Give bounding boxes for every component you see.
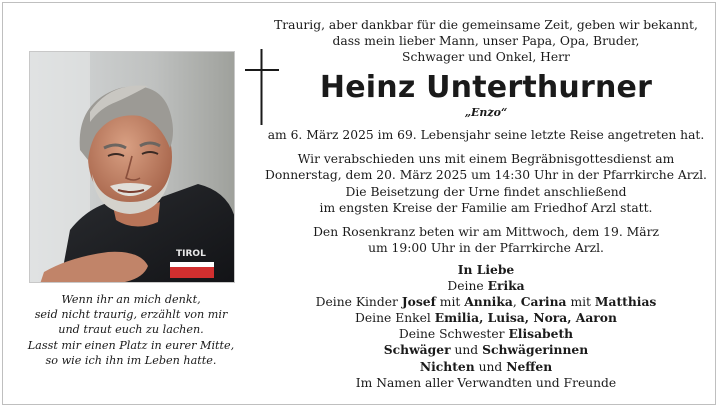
service-line: Wir verabschieden uns mit einem Begräbnisgottesdienst am xyxy=(297,152,675,167)
service-line: Die Beisetzung der Urne findet anschließend xyxy=(345,184,627,199)
quote-line: Wenn ihr an mich denkt, xyxy=(61,293,201,306)
quote-line: seid nicht traurig, erzählt von mir xyxy=(34,308,228,322)
portrait-photo xyxy=(29,51,235,283)
intro-line: Traurig, aber dankbar für die gemeinsame Zeit, geben wir bekannt, xyxy=(274,18,698,32)
family-nieces-nephews: Nichten und Neffen xyxy=(419,358,553,374)
memorial-quote xyxy=(23,292,239,368)
service-line: Donnerstag, dem 20. März 2025 um 14:30 Uhr in der Pfarrkirche Arzl. xyxy=(265,168,707,183)
intro-line: dass mein lieber Mann, unser Papa, Opa, Bruder, xyxy=(332,34,640,49)
obituary-card xyxy=(2,2,716,405)
death-line: am 6. März 2025 im 69. Lebensjahr seine letzte Reise angetreten hat. xyxy=(267,128,705,143)
family-heading: In Liebe xyxy=(457,261,515,277)
family-wife: Deine Erika xyxy=(447,278,525,294)
service-line: im engsten Kreise der Familie am Friedhof Arzl statt. xyxy=(319,200,653,215)
family-inlaws: Schwäger und Schwägerinnen xyxy=(383,342,589,358)
rosary-line: Den Rosenkranz beten wir am Mittwoch, dem 19. März xyxy=(313,224,659,239)
family-closing: Im Namen aller Verwandten und Freunde xyxy=(355,375,617,390)
intro-line: Schwager und Onkel, Herr xyxy=(402,50,570,65)
quote-line: Lasst mir einen Platz in eurer Mitte, xyxy=(27,338,235,352)
family-grandchildren: Deine Enkel Emilia, Luisa, Nora, Aaron xyxy=(355,310,617,326)
nickname: „Enzo“ xyxy=(464,106,508,120)
announcement-text xyxy=(261,17,711,391)
family-children: Deine Kinder Josef mit Annika, Carina mit Matthias xyxy=(315,294,657,310)
quote-line: so wie ich ihn im Leben hatte. xyxy=(45,353,217,367)
shirt-logo-text: TIROL xyxy=(176,249,206,259)
family-sister: Deine Schwester Elisabeth xyxy=(398,326,574,342)
portrait-illustration xyxy=(30,52,235,283)
quote-line: und traut euch zu lachen. xyxy=(58,323,204,337)
rosary-line: um 19:00 Uhr in der Pfarrkirche Arzl. xyxy=(368,240,604,255)
deceased-name: Heinz Unterthurner xyxy=(319,70,653,106)
